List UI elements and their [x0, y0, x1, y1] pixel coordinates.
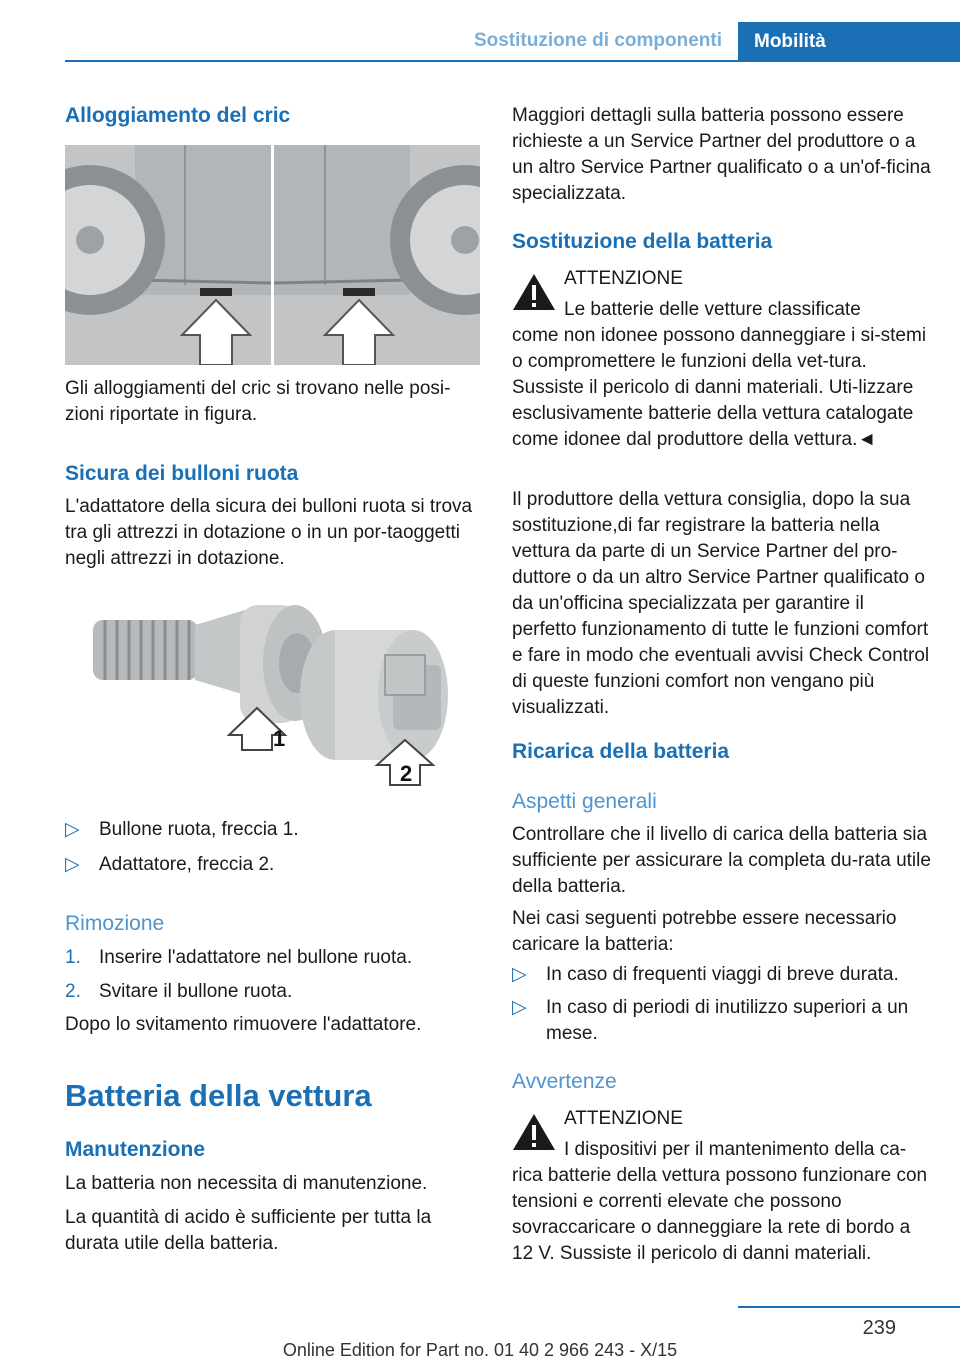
- footer-rule: [738, 1306, 960, 1308]
- bullet-triangle-icon: ▷: [65, 819, 80, 840]
- replace-heading: Sostituzione della batteria: [512, 230, 773, 253]
- header-section-title: Sostituzione di componenti: [473, 30, 722, 51]
- maintenance-text-2: La quantità di acido è sufficiente per tutta la durata utile della batteria.: [65, 1207, 432, 1254]
- warning-2-first-line: I dispositivi per il mantenimento della ca-: [564, 1139, 907, 1160]
- maintenance-text-1: La batteria non necessita di manutenzione.: [65, 1173, 428, 1194]
- charge-heading: Ricarica della batteria: [512, 740, 730, 763]
- warning-icon: [512, 272, 556, 312]
- warning-1-text: come non idonee possono danneggiare i si-stemi o compromettere le funzioni della vet-tura. Sussiste il pericolo di danni materiali. Uti-lizzare esclusivamente batterie della vettura catalogate come idonee dal produttore della vettura.◄: [512, 325, 927, 450]
- maintenance-heading: Manutenzione: [65, 1138, 205, 1161]
- bullet-triangle-icon: ▷: [512, 997, 527, 1018]
- removal-after-text: Dopo lo svitamento rimuovere l'adattatore.: [65, 1014, 422, 1035]
- warning-1-first-line: Le batterie delle vetture classificate: [564, 299, 861, 320]
- jack-points-figure: [65, 145, 480, 365]
- warning-2-text: rica batterie della vettura possono funzionare con tensioni e correnti elevate che possono sovraccaricare o danneggiare la rete di bordo a 12 V. Sussiste il pericolo di danni materiali.: [512, 1165, 928, 1264]
- general-text-2: Nei casi seguenti potrebbe essere necessario caricare la batteria:: [512, 908, 897, 955]
- figure-label-2: 2: [400, 761, 413, 786]
- bullet-triangle-icon: ▷: [512, 964, 527, 985]
- header-chapter-label: Mobilità: [754, 31, 826, 52]
- battery-heading: Batteria della vettura: [65, 1078, 372, 1113]
- bullet-triangle-icon: ▷: [65, 854, 80, 875]
- removal-heading: Rimozione: [65, 912, 165, 935]
- jack-heading: Alloggiamento del cric: [65, 104, 291, 127]
- lockbolt-bullets: ▷ Bullone ruota, freccia 1. ▷ Adattatore, freccia 2.: [65, 815, 485, 895]
- warning-2-title: ATTENZIONE: [564, 1108, 683, 1129]
- header-chapter-tab: [738, 22, 960, 62]
- general-heading: Aspetti generali: [512, 790, 657, 813]
- warning-1-title: ATTENZIONE: [564, 268, 683, 289]
- page-number: 239: [862, 1317, 896, 1339]
- lockbolt-figure: [85, 600, 480, 795]
- intro-text: Maggiori dettagli sulla batteria possono essere richieste a un Service Partner del produttore o a un altro Service Partner qualificato o a un'of-ficina specializzata.: [512, 105, 931, 204]
- lockbolt-heading: Sicura dei bulloni ruota: [65, 462, 299, 485]
- notes-heading: Avvertenze: [512, 1070, 617, 1093]
- warning-icon: [512, 1112, 556, 1152]
- footer-edition: Online Edition for Part no. 01 40 2 966 243 - X/15: [282, 1340, 678, 1360]
- general-text-1: Controllare che il livello di carica della batteria sia sufficiente per assicurare la completa du-rata utile della batteria.: [512, 824, 931, 897]
- register-text: Il produttore della vettura consiglia, dopo la sua sostituzione,di far registrare la batteria nella vettura da parte di un Service Partner del pro-duttore o da un altro Service Partner qualificato o da un'officina specializzata per garantire il perfetto funzionamento di tutte le funzioni comfort e fare in modo che eventuali avvisi Check Control di queste funzioni comfort non vengano più visualizzati.: [512, 489, 930, 718]
- jack-text: Gli alloggiamenti del cric si trovano nelle posi-zioni riportate in figura.: [65, 378, 451, 425]
- lockbolt-text: L'adattatore della sicura dei bulloni ruota si trova tra gli attrezzi in dotazione o in un por-taoggetti negli attrezzi in dotazione.: [65, 496, 473, 569]
- figure-label-1: 1: [273, 726, 286, 751]
